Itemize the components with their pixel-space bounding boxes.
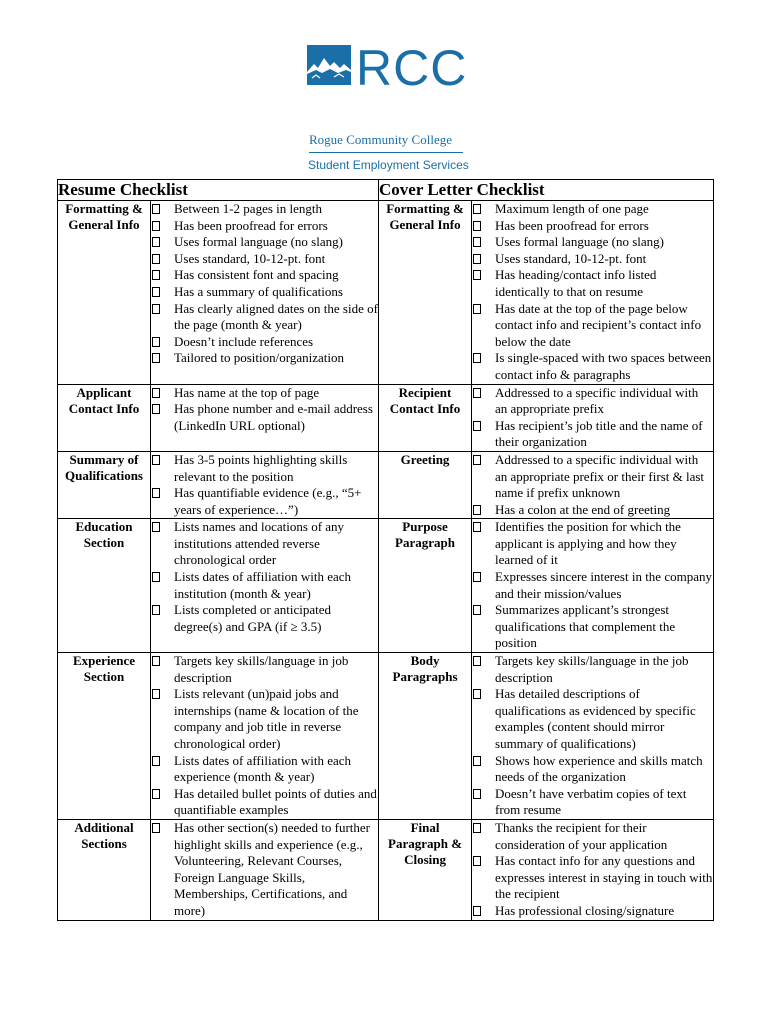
cover-section-label: Greeting bbox=[379, 451, 472, 518]
checklist-item-text: Has been proofread for errors bbox=[174, 217, 328, 233]
checklist-item bbox=[472, 519, 713, 569]
checklist-item bbox=[472, 350, 713, 383]
checkbox[interactable] bbox=[152, 353, 160, 363]
checklist-item-text: Maximum length of one page bbox=[495, 201, 649, 216]
checklist-item-text: Lists names and locations of any institutions attended reverse chronological order bbox=[174, 519, 345, 568]
checklist-items bbox=[472, 653, 713, 819]
checklist-item-text: Has heading/contact info listed identically to that on resume bbox=[495, 267, 657, 299]
checkbox[interactable] bbox=[473, 421, 481, 431]
cover-section-label: Purpose Paragraph bbox=[379, 519, 472, 653]
resume-section-label: Experience Section bbox=[58, 653, 151, 820]
cover-section-items bbox=[472, 201, 714, 385]
checklist-item bbox=[151, 201, 378, 218]
checklist-item bbox=[151, 234, 378, 251]
checkbox[interactable] bbox=[152, 204, 160, 214]
checklist-item-text: Expresses sincere interest in the company and their mission/values bbox=[495, 569, 712, 601]
checklist-item bbox=[472, 251, 713, 268]
checklist-item bbox=[151, 284, 378, 301]
checklist-items bbox=[151, 201, 378, 367]
checklist-item-text: Addressed to a specific individual with an appropriate prefix or their first & last name if prefix unknown bbox=[495, 451, 705, 501]
checklist-item bbox=[151, 753, 378, 786]
checklist-item bbox=[151, 251, 378, 268]
checklist-items bbox=[472, 201, 713, 384]
checklist-row bbox=[58, 384, 714, 451]
checkbox[interactable] bbox=[473, 270, 481, 280]
checklist-item bbox=[151, 485, 378, 518]
checklist-item bbox=[151, 519, 378, 569]
checklist-item-text: Lists dates of affiliation with each experience (month & year) bbox=[174, 752, 352, 785]
checklist-item-text: Addressed to a specific individual with an appropriate prefix bbox=[495, 384, 699, 417]
resume-section-label: Formatting & General Info bbox=[58, 201, 151, 385]
mountain-logo-icon bbox=[306, 44, 352, 86]
checklist-item-text: Targets key skills/language in job description bbox=[174, 653, 349, 685]
checklist-item bbox=[472, 301, 713, 351]
checklist-item bbox=[472, 820, 713, 853]
resume-checklist-header: Resume Checklist bbox=[58, 180, 379, 201]
checklist-row bbox=[58, 201, 714, 385]
cover-section-label: Formatting & General Info bbox=[379, 201, 472, 385]
checklist-item bbox=[472, 267, 713, 300]
checklist-items bbox=[151, 653, 378, 819]
resume-section-items bbox=[151, 519, 379, 653]
checkbox[interactable] bbox=[152, 388, 160, 398]
checklist-item-text: Shows how experience and skills match needs of the organization bbox=[495, 752, 703, 785]
checkbox[interactable] bbox=[473, 237, 481, 247]
checkbox[interactable] bbox=[473, 856, 481, 866]
checkbox[interactable] bbox=[473, 605, 481, 615]
cover-section-label: Body Paragraphs bbox=[379, 653, 472, 820]
checkbox[interactable] bbox=[473, 689, 481, 699]
checklist-item-text: Targets key skills/language in the job description bbox=[495, 653, 689, 685]
checkbox[interactable] bbox=[473, 254, 481, 264]
checklist-item-text: Has other section(s) needed to further highlight skills and experience (e.g., Volunteering, Relevant Courses, Foreign Language Skills, Memberships, Certifications, and more) bbox=[174, 819, 371, 918]
college-name: Rogue Community College bbox=[309, 132, 452, 147]
checkbox[interactable] bbox=[473, 789, 481, 799]
checklist-item-text: Has consistent font and spacing bbox=[174, 267, 339, 283]
checklist-item bbox=[151, 401, 378, 434]
checkbox[interactable] bbox=[152, 756, 160, 766]
checklist-item bbox=[472, 653, 713, 686]
cover-section-items bbox=[472, 819, 714, 920]
checklist-item-text: Uses standard, 10-12-pt. font bbox=[495, 250, 647, 266]
resume-section-label: Education Section bbox=[58, 519, 151, 653]
resume-section-items bbox=[151, 451, 379, 518]
checklist-item bbox=[151, 350, 378, 367]
checkbox[interactable] bbox=[152, 488, 160, 498]
checklist-item bbox=[151, 569, 378, 602]
checkbox[interactable] bbox=[152, 337, 160, 347]
checkbox[interactable] bbox=[152, 823, 160, 833]
checkbox[interactable] bbox=[473, 823, 481, 833]
checklist-item-text: Has contact info for any questions and expresses interest in staying in touch with the recipient bbox=[495, 853, 713, 902]
checklist-items bbox=[151, 385, 378, 435]
checkbox[interactable] bbox=[473, 756, 481, 766]
cover-section-label: Recipient Contact Info bbox=[379, 384, 472, 451]
checklist-item bbox=[472, 903, 713, 920]
checkbox[interactable] bbox=[152, 304, 160, 314]
checklist-row bbox=[58, 653, 714, 820]
checklist-item-text: Has professional closing/signature bbox=[495, 902, 675, 918]
checklist-item bbox=[472, 201, 713, 218]
checkbox[interactable] bbox=[473, 505, 481, 515]
checklist-item bbox=[472, 686, 713, 752]
checkbox[interactable] bbox=[473, 388, 481, 398]
checklist-items bbox=[151, 820, 378, 920]
logo-divider bbox=[309, 152, 463, 153]
checklist-item-text: Between 1-2 pages in length bbox=[174, 201, 323, 216]
cover-section-items bbox=[472, 653, 714, 820]
checklist-item-text: Has phone number and e-mail address (LinkedIn URL optional) bbox=[174, 401, 373, 433]
checklist-item-text: Has a summary of qualifications bbox=[174, 283, 343, 299]
checklist-item-text: Has a colon at the end of greeting bbox=[495, 501, 671, 517]
checklist-item-text: Has clearly aligned dates on the side of the page (month & year) bbox=[174, 300, 378, 333]
resume-section-label: Additional Sections bbox=[58, 819, 151, 920]
checkbox[interactable] bbox=[152, 455, 160, 465]
checkbox[interactable] bbox=[152, 404, 160, 414]
checklist-item-text: Identifies the position for which the applicant is applying and how they learned of it bbox=[495, 519, 681, 568]
checkbox[interactable] bbox=[152, 270, 160, 280]
checklist-item bbox=[151, 653, 378, 686]
checkbox[interactable] bbox=[473, 906, 481, 916]
checklist-item bbox=[472, 786, 713, 819]
checkbox[interactable] bbox=[152, 605, 160, 615]
checkbox[interactable] bbox=[152, 221, 160, 231]
checklist-row bbox=[58, 819, 714, 920]
checklist-item bbox=[151, 385, 378, 402]
checklist-item bbox=[472, 418, 713, 451]
checklist-item bbox=[472, 452, 713, 502]
checklist-table bbox=[57, 179, 714, 921]
checklist-item-text: Has detailed bullet points of duties and quantifiable examples bbox=[174, 785, 377, 818]
checklist-item bbox=[472, 385, 713, 418]
resume-section-items bbox=[151, 819, 379, 920]
resume-section-items bbox=[151, 653, 379, 820]
checklist-row bbox=[58, 519, 714, 653]
checklist-item-text: Has detailed descriptions of qualifications as evidenced by specific examples (content should mirror summary of qualifications) bbox=[495, 686, 696, 751]
checklist-item-text: Tailored to position/organization bbox=[174, 350, 344, 366]
checklist-items bbox=[151, 452, 378, 518]
checkbox[interactable] bbox=[473, 572, 481, 582]
checklist-item bbox=[151, 452, 378, 485]
checklist-item-text: Uses formal language (no slang) bbox=[174, 234, 343, 250]
checklist-item bbox=[151, 786, 378, 819]
checkbox[interactable] bbox=[473, 455, 481, 465]
checklist-item bbox=[472, 602, 713, 652]
checklist-item bbox=[472, 569, 713, 602]
checkbox[interactable] bbox=[152, 237, 160, 247]
checklist-item bbox=[472, 234, 713, 251]
checkbox[interactable] bbox=[152, 656, 160, 666]
resume-section-items bbox=[151, 384, 379, 451]
checklist-items bbox=[472, 519, 713, 652]
checkbox[interactable] bbox=[152, 789, 160, 799]
department-name: Student Employment Services bbox=[308, 158, 469, 172]
checklist-item bbox=[472, 502, 713, 519]
checklist-item-text: Has name at the top of page bbox=[174, 384, 320, 400]
checkbox[interactable] bbox=[152, 287, 160, 297]
checklist-item-text: Doesn’t have verbatim copies of text from resume bbox=[495, 785, 687, 818]
checklist-item bbox=[151, 686, 378, 752]
checklist-item-text: Thanks the recipient for their consideration of your application bbox=[495, 819, 668, 852]
resume-section-items bbox=[151, 201, 379, 385]
checklist-item-text: Has been proofread for errors bbox=[495, 217, 649, 233]
checklist-item-text: Lists relevant (un)paid jobs and internships (name & location of the company and job title in reverse chronological order) bbox=[174, 686, 359, 751]
cover-section-items bbox=[472, 451, 714, 518]
checklist-item-text: Lists completed or anticipated degree(s) and GPA (if ≥ 3.5) bbox=[174, 602, 332, 634]
checkbox[interactable] bbox=[473, 656, 481, 666]
checkbox[interactable] bbox=[473, 304, 481, 314]
cover-section-label: Final Paragraph & Closing bbox=[379, 819, 472, 920]
checkbox[interactable] bbox=[473, 221, 481, 231]
checklist-item-text: Has 3-5 points highlighting skills relevant to the position bbox=[174, 451, 348, 484]
checklist-item bbox=[151, 820, 378, 920]
checklist-item bbox=[151, 267, 378, 284]
checklist-item bbox=[472, 753, 713, 786]
cover-section-items bbox=[472, 519, 714, 653]
cover-section-items bbox=[472, 384, 714, 451]
checklist-row bbox=[58, 451, 714, 518]
checklist-items bbox=[472, 820, 713, 920]
checklist-item-text: Is single-spaced with two spaces between contact info & paragraphs bbox=[495, 350, 712, 382]
checkbox[interactable] bbox=[473, 353, 481, 363]
checklist-item-text: Uses standard, 10-12-pt. font bbox=[174, 250, 326, 266]
checklist-item-text: Doesn’t include references bbox=[174, 333, 314, 349]
checklist-item-text: Has date at the top of the page below contact info and recipient’s contact info below the date bbox=[495, 300, 702, 349]
checklist-item bbox=[472, 218, 713, 235]
checkbox[interactable] bbox=[152, 689, 160, 699]
checklist-item bbox=[151, 301, 378, 334]
cover-letter-checklist-header: Cover Letter Checklist bbox=[379, 180, 714, 201]
checklist-item-text: Summarizes applicant’s strongest qualifications that complement the position bbox=[495, 602, 676, 651]
checklist-items bbox=[472, 452, 713, 518]
checklist-item-text: Has quantifiable evidence (e.g., “5+ years of experience…”) bbox=[174, 485, 362, 517]
logo-wordmark: RCC bbox=[356, 40, 468, 96]
checkbox[interactable] bbox=[152, 254, 160, 264]
checklist-item bbox=[151, 218, 378, 235]
checklist-item-text: Has recipient’s job title and the name of their organization bbox=[495, 417, 703, 450]
checkbox[interactable] bbox=[152, 522, 160, 532]
checklist-items bbox=[472, 385, 713, 451]
resume-section-label: Summary of Qualifications bbox=[58, 451, 151, 518]
checklist-item-text: Lists dates of affiliation with each institution (month & year) bbox=[174, 569, 352, 601]
resume-section-label: Applicant Contact Info bbox=[58, 384, 151, 451]
checklist-items bbox=[151, 519, 378, 635]
checklist-item bbox=[472, 853, 713, 903]
checkbox[interactable] bbox=[473, 204, 481, 214]
checkbox[interactable] bbox=[152, 572, 160, 582]
checklist-item bbox=[151, 602, 378, 635]
checklist-item-text: Uses formal language (no slang) bbox=[495, 234, 664, 250]
checklist-item bbox=[151, 334, 378, 351]
checkbox[interactable] bbox=[473, 522, 481, 532]
rcc-logo bbox=[306, 40, 469, 172]
